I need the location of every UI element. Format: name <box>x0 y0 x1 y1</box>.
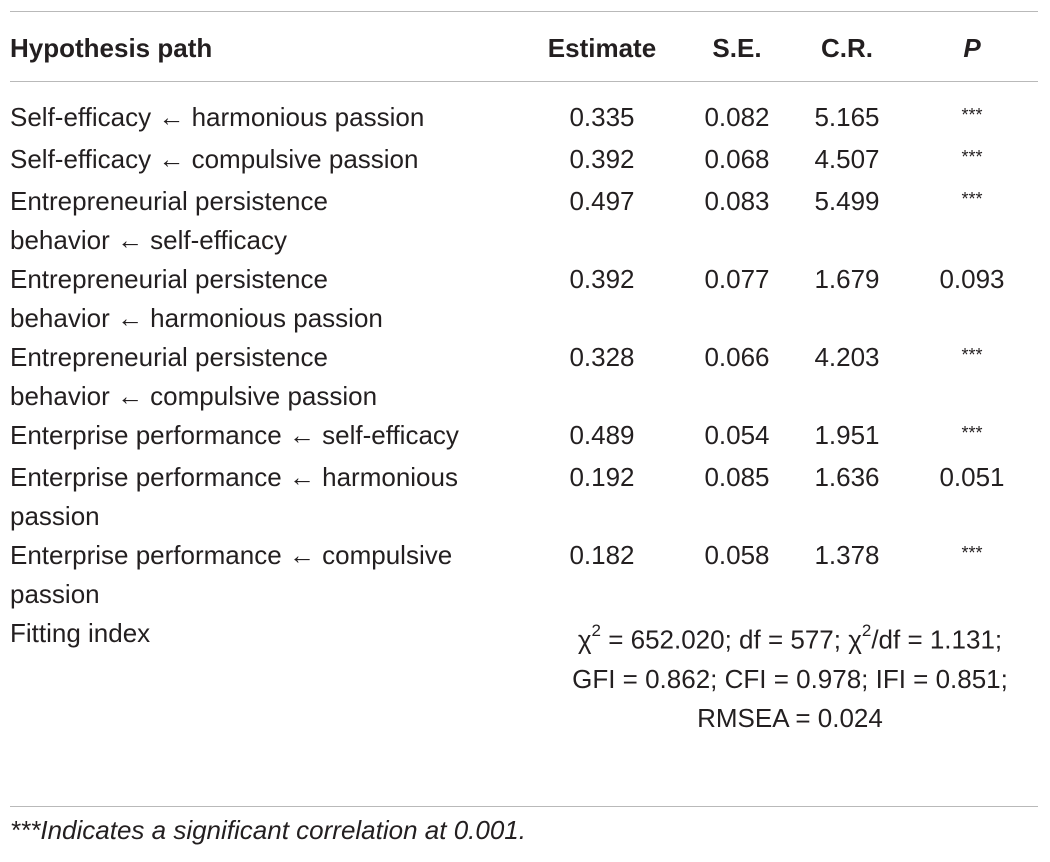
estimate-cell <box>530 182 674 260</box>
fit-line-2: GFI = 0.862; CFI = 0.978; IFI = 0.851; <box>572 663 1008 694</box>
table-body <box>0 82 1050 738</box>
p-value-cell-value: 0.093 <box>939 264 1005 294</box>
estimate-cell <box>530 140 674 182</box>
p-value-cell-value: *** <box>961 147 983 167</box>
hypothesis-path-line: Enterprise performance ← compulsive <box>10 540 453 570</box>
p-value-cell <box>894 536 1050 614</box>
cr-cell-value: 1.679 <box>814 264 880 294</box>
se-cell <box>674 182 800 260</box>
se-cell <box>674 536 800 614</box>
hypothesis-path-line: behavior ← harmonious passion <box>10 303 383 333</box>
table-row <box>0 260 1050 338</box>
cr-cell-value: 5.165 <box>814 102 880 132</box>
p-value-cell-value: *** <box>961 345 983 365</box>
hypothesis-path-line: Entrepreneurial persistence <box>10 264 328 294</box>
header-estimate: Estimate <box>547 32 657 63</box>
se-cell <box>674 338 800 416</box>
p-value-cell <box>894 140 1050 182</box>
p-value-cell-value: *** <box>961 105 983 125</box>
chi-square-symbol: χ <box>577 624 592 655</box>
chi-square-stats: = 652.020; df = 577; <box>600 624 849 655</box>
se-cell-value: 0.066 <box>704 342 770 372</box>
cr-cell <box>800 338 894 416</box>
estimate-cell <box>530 260 674 338</box>
fit-line-1 <box>530 614 1050 660</box>
fitting-index-row <box>0 614 1050 738</box>
se-cell-value: 0.068 <box>704 144 770 174</box>
cr-cell-value: 5.499 <box>814 186 880 216</box>
cr-cell <box>800 536 894 614</box>
estimate-cell <box>530 416 674 458</box>
estimate-cell-value: 0.192 <box>569 462 635 492</box>
se-cell-value: 0.083 <box>704 186 770 216</box>
cr-cell <box>800 182 894 260</box>
header-p: P <box>963 32 981 63</box>
se-cell <box>674 416 800 458</box>
table-row <box>0 182 1050 260</box>
hypothesis-path-line: Enterprise performance ← self-efficacy <box>10 420 459 450</box>
hypothesis-path-cell <box>0 416 530 458</box>
estimate-cell-value: 0.497 <box>569 186 635 216</box>
hypothesis-path-line: behavior ← self-efficacy <box>10 225 287 255</box>
cr-cell <box>800 140 894 182</box>
fitting-index-label: Fitting index <box>10 618 151 648</box>
hypothesis-path-line: Self-efficacy ← compulsive passion <box>10 144 419 174</box>
estimate-cell-value: 0.489 <box>569 420 635 450</box>
estimate-cell-value: 0.328 <box>569 342 635 372</box>
estimate-cell-value: 0.392 <box>569 144 635 174</box>
cr-cell-value: 4.203 <box>814 342 880 372</box>
p-value-cell-value: *** <box>961 543 983 563</box>
se-cell-value: 0.054 <box>704 420 770 450</box>
cr-cell <box>800 416 894 458</box>
header-row <box>0 12 1050 82</box>
header-se: S.E. <box>712 32 762 63</box>
p-value-cell-value: *** <box>961 189 983 209</box>
se-cell-value: 0.058 <box>704 540 770 570</box>
table-row <box>0 338 1050 416</box>
hypothesis-path-line: passion <box>10 501 100 531</box>
hypothesis-path-line: passion <box>10 579 100 609</box>
table-row <box>0 416 1050 458</box>
cr-cell-value: 1.378 <box>814 540 880 570</box>
header-cr: C.R. <box>821 32 873 63</box>
se-cell <box>674 140 800 182</box>
table-row <box>0 458 1050 536</box>
p-value-cell-value: *** <box>961 423 983 443</box>
estimate-cell-value: 0.182 <box>569 540 635 570</box>
estimate-cell <box>530 82 674 140</box>
se-cell-value: 0.077 <box>704 264 770 294</box>
table-header <box>0 12 1050 82</box>
hypothesis-path-line: Self-efficacy ← harmonious passion <box>10 102 425 132</box>
fitting-index-values <box>530 614 1050 738</box>
hypothesis-path-cell <box>0 260 530 338</box>
p-value-cell <box>894 338 1050 416</box>
hypothesis-path-cell <box>0 338 530 416</box>
hypothesis-path-line: Enterprise performance ← harmonious <box>10 462 458 492</box>
estimate-cell <box>530 536 674 614</box>
chi-square-exponent: 2 <box>861 621 872 640</box>
hypothesis-path-cell <box>0 458 530 536</box>
header-hypothesis-path: Hypothesis path <box>10 32 213 63</box>
cr-cell <box>800 458 894 536</box>
bottom-rule <box>10 806 1038 807</box>
se-cell-value: 0.085 <box>704 462 770 492</box>
p-value-cell-value: 0.051 <box>939 462 1005 492</box>
cr-cell-value: 1.951 <box>814 420 880 450</box>
hypothesis-path-cell <box>0 140 530 182</box>
table-row <box>0 82 1050 140</box>
fit-line-3: RMSEA = 0.024 <box>697 702 883 733</box>
cr-cell-value: 4.507 <box>814 144 880 174</box>
p-value-cell <box>894 260 1050 338</box>
hypothesis-path-cell <box>0 82 530 140</box>
p-value-cell <box>894 416 1050 458</box>
se-cell <box>674 458 800 536</box>
se-cell <box>674 260 800 338</box>
cr-cell <box>800 260 894 338</box>
estimate-cell-value: 0.392 <box>569 264 635 294</box>
hypothesis-path-line: Entrepreneurial persistence <box>10 186 328 216</box>
p-value-cell <box>894 458 1050 536</box>
estimate-cell <box>530 338 674 416</box>
hypothesis-results-table <box>0 12 1050 738</box>
table-row <box>0 536 1050 614</box>
chi-square-symbol: χ <box>848 624 862 655</box>
cr-cell <box>800 82 894 140</box>
chi-square-df-ratio: /df = 1.131; <box>871 624 1003 655</box>
table-footnote: ***Indicates a significant correlation at 0.001. <box>10 815 526 845</box>
hypothesis-path-line: behavior ← compulsive passion <box>10 381 378 411</box>
table-row <box>0 140 1050 182</box>
se-cell-value: 0.082 <box>704 102 770 132</box>
hypothesis-path-line: Entrepreneurial persistence <box>10 342 328 372</box>
hypothesis-path-cell <box>0 536 530 614</box>
estimate-cell-value: 0.335 <box>569 102 635 132</box>
estimate-cell <box>530 458 674 536</box>
p-value-cell <box>894 182 1050 260</box>
chi-square-exponent: 2 <box>591 621 601 640</box>
cr-cell-value: 1.636 <box>814 462 880 492</box>
p-value-cell <box>894 82 1050 140</box>
se-cell <box>674 82 800 140</box>
hypothesis-path-cell <box>0 182 530 260</box>
